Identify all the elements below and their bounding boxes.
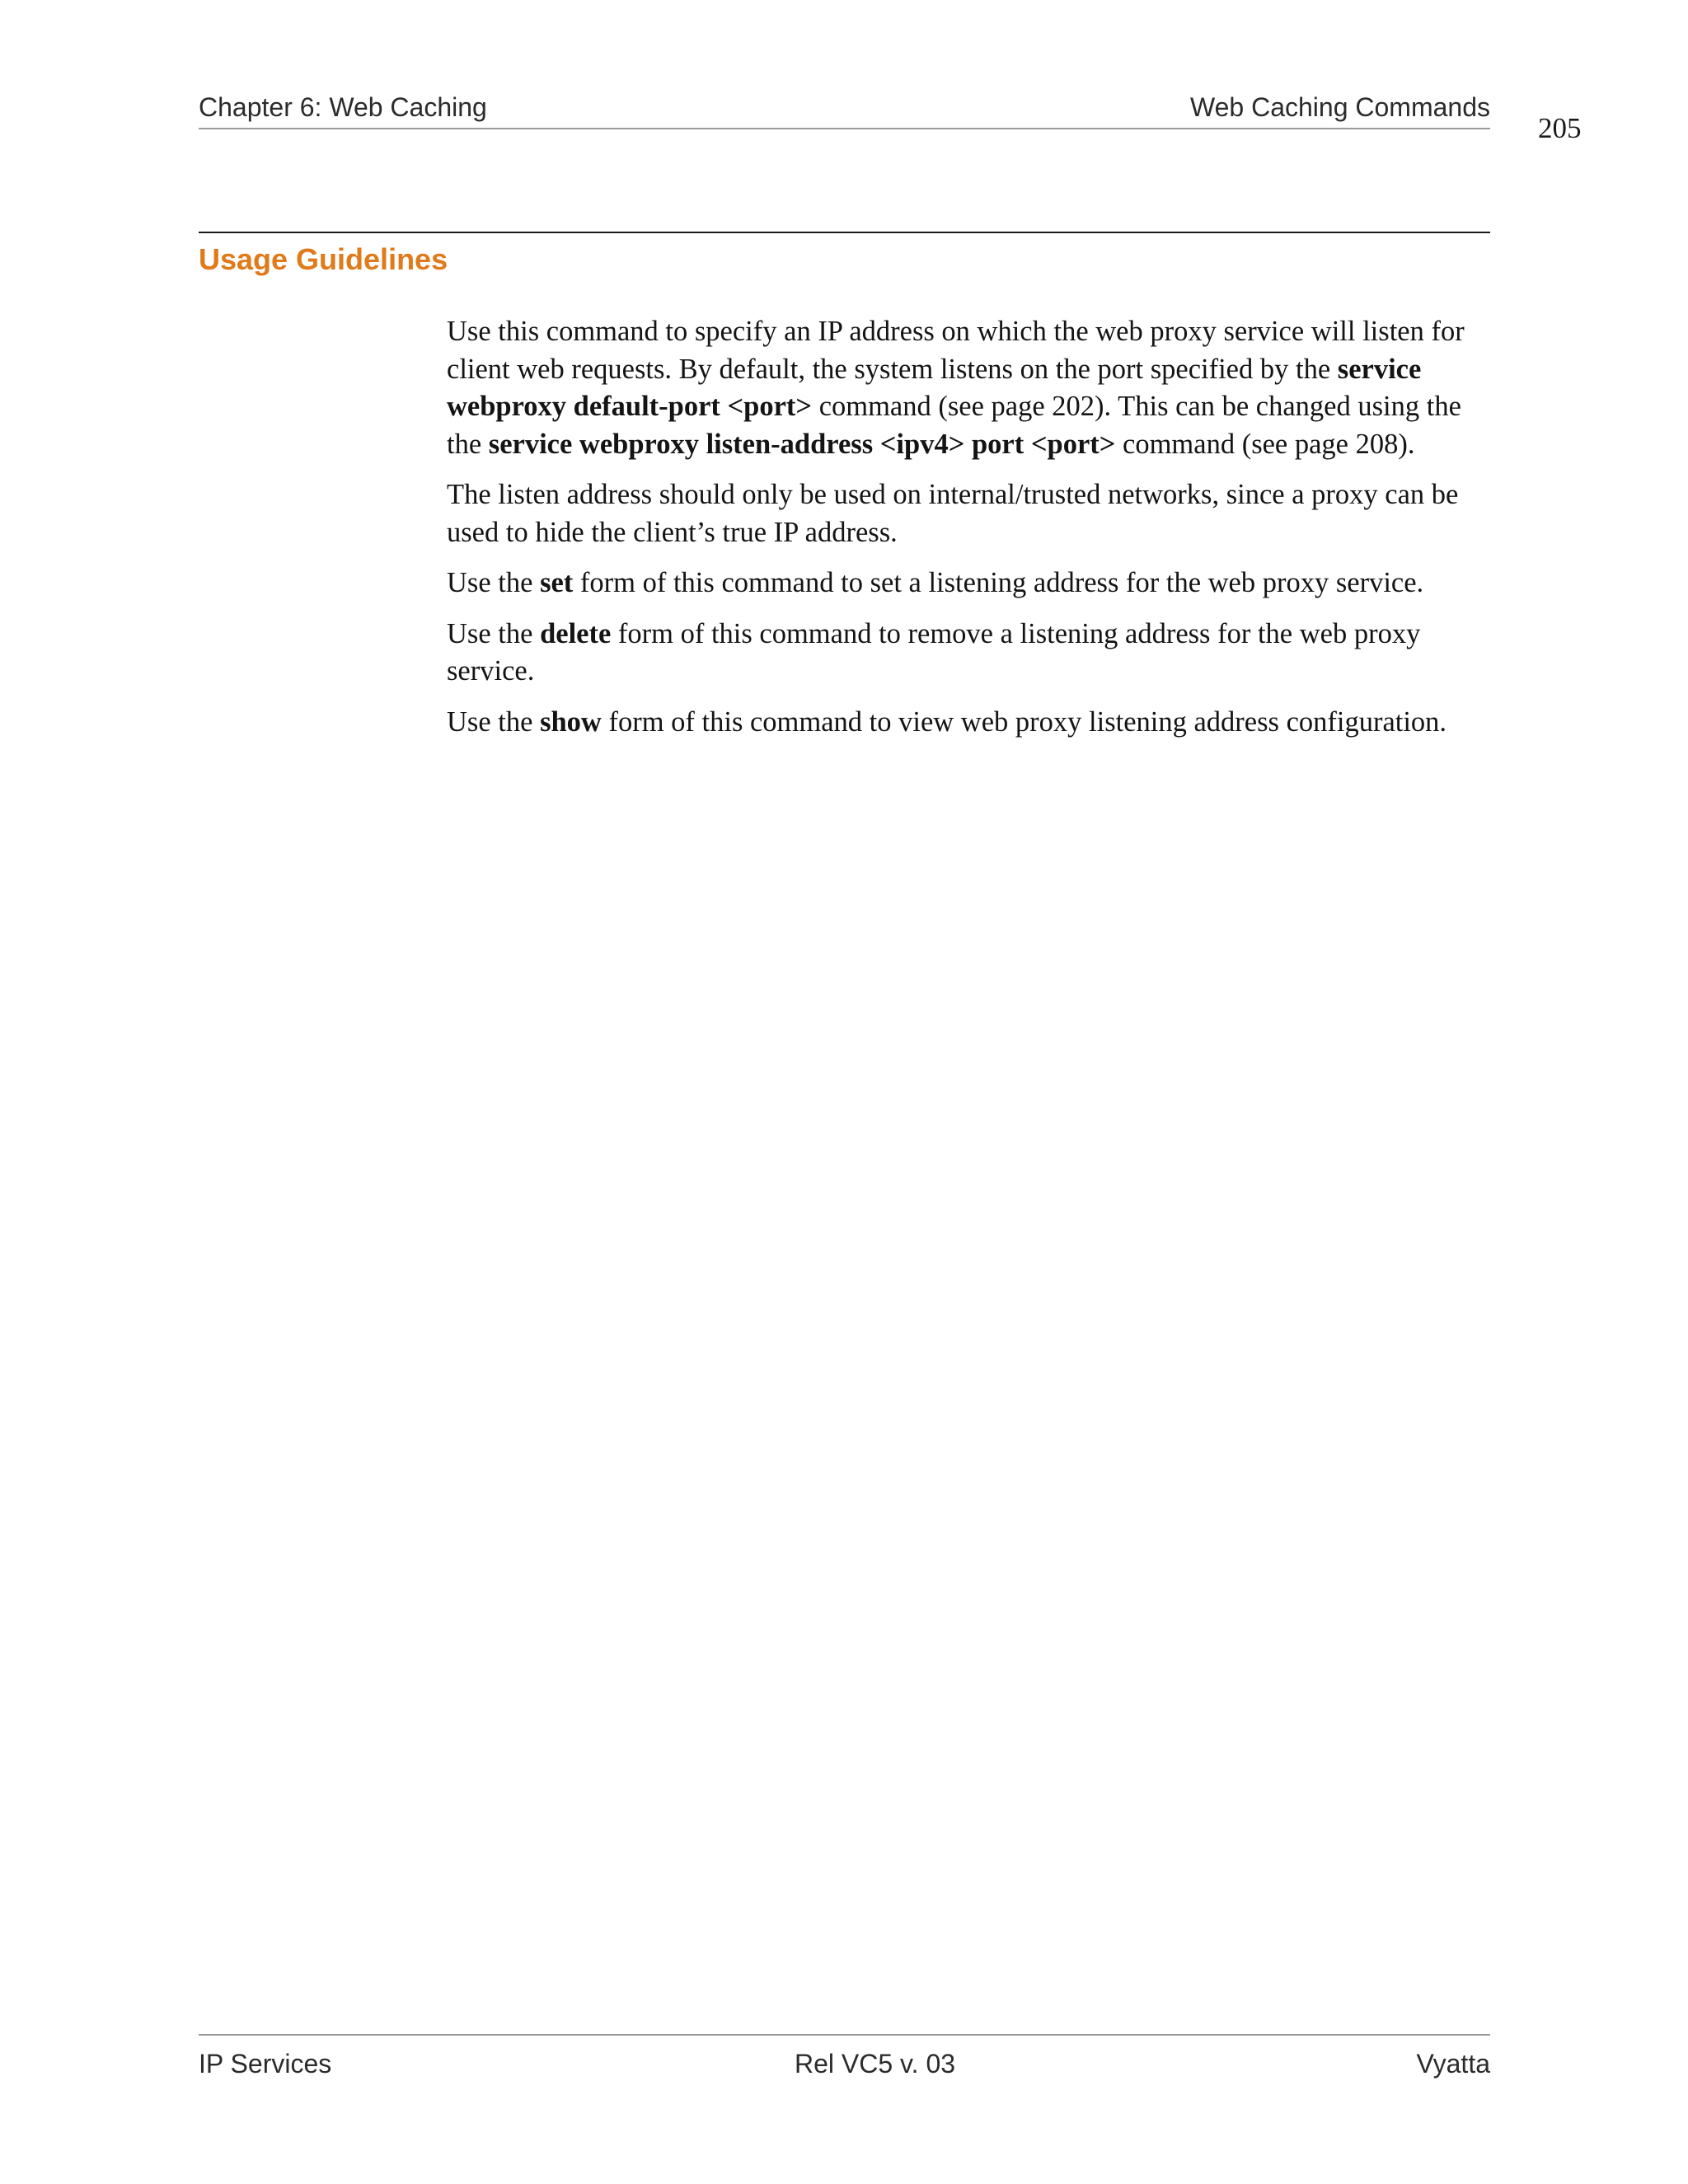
running-header-section: Web Caching Commands <box>1189 92 1490 122</box>
section-heading: Usage Guidelines <box>199 242 448 276</box>
footer-book-title: IP Services <box>199 2049 332 2079</box>
running-header-chapter: Chapter 6: Web Caching <box>199 92 487 122</box>
text-run: The listen address should only be used on internal/trusted networks, since a proxy can be used to hide the client’s true IP address. <box>447 479 1459 548</box>
text-run: form of this command to view web proxy listening address configuration. <box>601 705 1447 738</box>
keyword-set: set <box>540 567 574 598</box>
text-run: Use this command to specify an IP address on which the web proxy service will listen for client web requests. By default, the system listens on the port specified by the <box>447 316 1465 385</box>
keyword-delete: delete <box>540 617 612 649</box>
footer-release: Rel VC5 v. 03 <box>795 2049 956 2079</box>
text-run: Use the <box>447 705 541 738</box>
text-run: command (see page 208). <box>1115 428 1415 460</box>
footer-company: Vyatta <box>1416 2049 1490 2079</box>
command-listen-address: service webproxy listen-address <ipv4> port <port> <box>488 428 1116 460</box>
keyword-show: show <box>540 705 602 738</box>
paragraph-trusted-networks <box>447 476 1493 551</box>
text-run: form of this command to remove a listening address for the web proxy service. <box>447 617 1421 687</box>
text-run: Use the <box>447 567 541 598</box>
paragraph-listen-address-purpose <box>447 313 1493 463</box>
text-run: form of this command to set a listening address for the web proxy service. <box>573 567 1424 598</box>
command-default-port: service webproxy default-port <port> <box>447 353 1422 422</box>
page-number: 205 <box>1538 112 1582 144</box>
footer-divider <box>199 2034 1490 2036</box>
text-run: Use the <box>447 617 541 649</box>
paragraph-set-form <box>447 565 1493 602</box>
text-run: command (see page 202). This can be changed using the the <box>447 391 1461 460</box>
paragraph-show-form <box>447 704 1493 742</box>
section-divider <box>199 232 1490 233</box>
header-divider <box>199 128 1490 129</box>
body-text <box>447 313 1493 754</box>
paragraph-delete-form <box>447 616 1493 691</box>
